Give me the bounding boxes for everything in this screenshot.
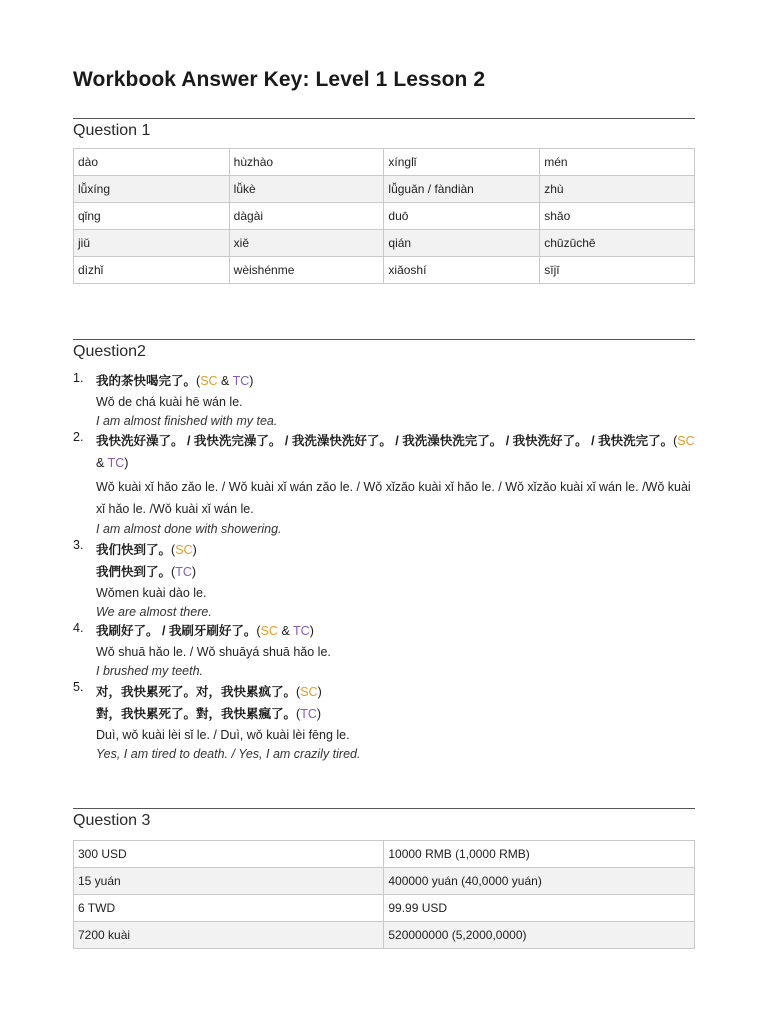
- chinese-answer-traditional: 對，我快累死了。對，我快累瘋了。(TC): [96, 707, 322, 721]
- chinese-answer: 我们快到了。(SC): [96, 543, 197, 557]
- question-3-heading: Question 3: [73, 808, 695, 830]
- question-2-heading: Question2: [73, 339, 695, 361]
- table-cell: zhù: [540, 176, 695, 203]
- table-cell: wèishénme: [229, 257, 384, 284]
- table-cell: dìzhǐ: [74, 257, 230, 284]
- table-row: [74, 149, 695, 176]
- item-number: 2.: [73, 430, 84, 444]
- list-item: [73, 538, 695, 621]
- table-cell: lǚguǎn / fàndiàn: [384, 176, 540, 203]
- tc-label: TC: [232, 374, 250, 388]
- table-cell: 15 yuán: [74, 868, 384, 895]
- table-cell: xiǎoshí: [384, 257, 540, 284]
- english-translation: I brushed my teeth.: [96, 664, 204, 678]
- list-item: [73, 430, 695, 538]
- chinese-text: 我们快到了。: [96, 543, 172, 557]
- ampersand: &: [277, 624, 294, 638]
- table-cell: jiǔ: [74, 230, 230, 257]
- item-number: 5.: [73, 680, 84, 694]
- question-2-list: [73, 371, 695, 763]
- chinese-answer: 对，我快累死了。对，我快累疯了。(SC): [96, 685, 322, 699]
- chinese-answer: 我刷好了。 / 我刷牙刷好了。(SC & TC): [96, 624, 314, 638]
- table-row: [74, 841, 695, 868]
- pinyin-answer: Wǒmen kuài dào le.: [96, 586, 207, 600]
- table-cell: chūzūchē: [540, 230, 695, 257]
- table-cell: 300 USD: [74, 841, 384, 868]
- table-row: [74, 203, 695, 230]
- table-cell: qián: [384, 230, 540, 257]
- tc-label: TC: [300, 707, 317, 721]
- pinyin-answer: Wǒ shuā hǎo le. / Wǒ shuāyá shuā hǎo le.: [96, 645, 331, 659]
- ampersand: &: [96, 456, 108, 470]
- table-cell: qǐng: [74, 203, 230, 230]
- chinese-text: 我刷好了。 / 我刷牙刷好了。: [96, 624, 257, 638]
- english-translation: Yes, I am tired to death. / Yes, I am crazily tired.: [96, 747, 361, 761]
- item-number: 1.: [73, 371, 84, 385]
- chinese-text: 我們快到了。: [96, 565, 172, 579]
- english-translation: I am almost finished with my tea.: [96, 414, 278, 428]
- table-row: [74, 922, 695, 949]
- page-title: Workbook Answer Key: Level 1 Lesson 2: [73, 68, 486, 91]
- table-cell: lǚkè: [229, 176, 384, 203]
- chinese-text: 对，我快累死了。对，我快累疯了。: [96, 685, 297, 699]
- item-number: 3.: [73, 538, 84, 552]
- table-cell: dào: [74, 149, 230, 176]
- table-row: [74, 868, 695, 895]
- table-cell: sījī: [540, 257, 695, 284]
- english-translation: I am almost done with showering.: [96, 522, 282, 536]
- table-cell: 520000000 (5,2000,0000): [384, 922, 695, 949]
- tc-label: TC: [293, 624, 310, 638]
- tc-label: TC: [107, 456, 125, 470]
- table-cell: dàgài: [229, 203, 384, 230]
- sc-label: SC: [677, 434, 695, 448]
- chinese-answer: 我快洗好澡了。 / 我快洗完澡了。 / 我洗澡快洗好了。 / 我洗澡快洗完了。 / 我快洗好了。 / 我快洗完了。(SC & TC): [96, 434, 695, 470]
- question-1-heading: Question 1: [73, 118, 695, 140]
- table-row: [74, 257, 695, 284]
- chinese-text: 對，我快累死了。對，我快累瘋了。: [96, 707, 297, 721]
- list-item: [73, 621, 695, 680]
- pinyin-answer: Wǒ de chá kuài hē wán le.: [96, 395, 243, 409]
- table-row: [74, 176, 695, 203]
- table-cell: 6 TWD: [74, 895, 384, 922]
- sc-label: SC: [300, 685, 318, 699]
- sc-label: SC: [175, 543, 193, 557]
- table-cell: mén: [540, 149, 695, 176]
- table-cell: 99.99 USD: [384, 895, 695, 922]
- chinese-answer: 我的茶快喝完了。(SC & TC): [96, 374, 254, 388]
- table-cell: xínglǐ: [384, 149, 540, 176]
- table-cell: 7200 kuài: [74, 922, 384, 949]
- table-row: [74, 895, 695, 922]
- pinyin-answer: Duì, wǒ kuài lèi sǐ le. / Duì, wǒ kuài lèi fēng le.: [96, 728, 350, 742]
- table-cell: shǎo: [540, 203, 695, 230]
- table-cell: xiě: [229, 230, 384, 257]
- ampersand: &: [217, 374, 233, 388]
- table-cell: hùzhào: [229, 149, 384, 176]
- chinese-answer-traditional: 我們快到了。(TC): [96, 565, 197, 579]
- sc-label: SC: [260, 624, 278, 638]
- tc-label: TC: [175, 565, 192, 579]
- pinyin-answer: Wǒ kuài xǐ hǎo zǎo le. / Wǒ kuài xǐ wán zǎo le. / Wǒ xǐzǎo kuài xǐ hǎo le. / Wǒ xǐzǎo kuài xǐ wán le. /Wǒ kuài xǐ hǎo le. /Wǒ kuài xǐ wán le.: [96, 480, 691, 516]
- chinese-text: 我的茶快喝完了。: [96, 374, 197, 388]
- table-row: [74, 230, 695, 257]
- item-number: 4.: [73, 621, 84, 635]
- table-cell: duō: [384, 203, 540, 230]
- question-1-table: [73, 148, 695, 284]
- table-cell: 400000 yuán (40,0000 yuán): [384, 868, 695, 895]
- table-cell: 10000 RMB (1,0000 RMB): [384, 841, 695, 868]
- chinese-text: 我快洗好澡了。 / 我快洗完澡了。 / 我洗澡快洗好了。 / 我洗澡快洗完了。 / 我快洗好了。 / 我快洗完了。: [96, 434, 674, 448]
- sc-label: SC: [200, 374, 218, 388]
- table-cell: lǚxíng: [74, 176, 230, 203]
- list-item: [73, 371, 695, 430]
- list-item: [73, 680, 695, 763]
- english-translation: We are almost there.: [96, 605, 212, 619]
- question-3-table: [73, 840, 695, 949]
